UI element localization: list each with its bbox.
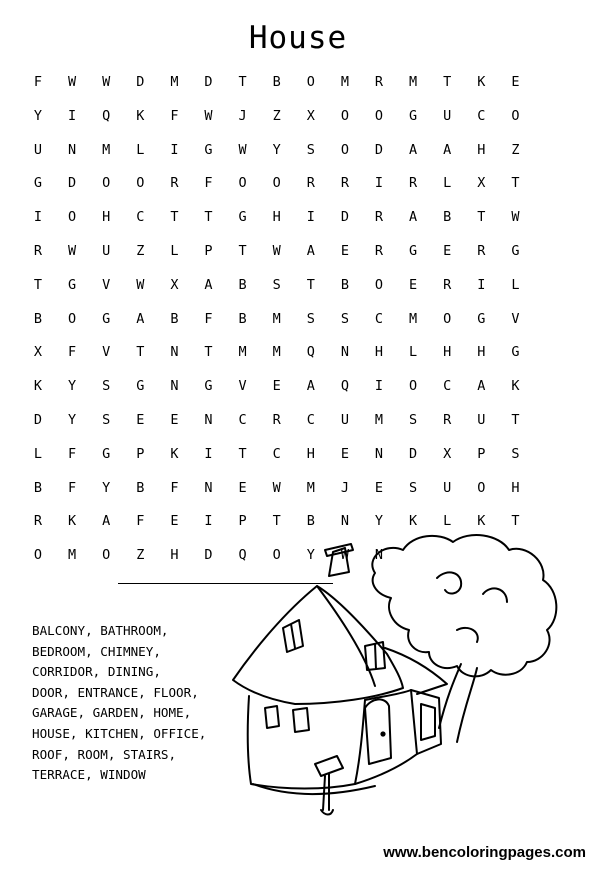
grid-letter: A xyxy=(306,378,315,395)
grid-letter: G xyxy=(33,175,43,192)
grid-letter: S xyxy=(102,378,111,395)
grid-letter: A xyxy=(477,378,486,395)
grid-letter: K xyxy=(477,513,486,530)
grid-letter: G xyxy=(238,209,247,226)
grid-letter: O xyxy=(443,310,452,327)
grid-letter: O xyxy=(477,479,486,496)
grid-letter: N xyxy=(170,378,179,395)
grid-letter: S xyxy=(306,141,315,158)
grid-letter: R xyxy=(33,513,43,530)
grid-letter: E xyxy=(443,243,452,259)
grid-letter: Y xyxy=(272,141,281,158)
grid-letter: D xyxy=(136,74,145,90)
grid-letter: T xyxy=(33,276,43,293)
grid-letter: G xyxy=(409,107,418,124)
grid-letter: R xyxy=(170,175,179,192)
grid-letter: N xyxy=(340,344,349,361)
grid-letter: G xyxy=(511,243,520,259)
grid-letter: H xyxy=(102,209,111,226)
house-roof xyxy=(233,586,403,704)
grid-letter: I xyxy=(374,175,384,192)
grid-letter: X xyxy=(443,445,452,462)
grid-letter: C xyxy=(238,412,247,428)
grid-letter: T xyxy=(306,276,315,293)
grid-letter: A xyxy=(102,513,111,530)
grid-letter: Q xyxy=(306,344,315,361)
grid-letter: O xyxy=(340,141,349,158)
word-list-line: TERRACE, WINDOW xyxy=(32,767,146,783)
word-list-line: CORRIDOR, DINING, xyxy=(32,664,161,680)
grid-letter: H xyxy=(374,344,384,361)
grid-letter: Y xyxy=(102,479,111,496)
word-list-line: BEDROOM, CHIMNEY, xyxy=(32,643,161,659)
grid-letter: M xyxy=(409,310,418,327)
grid-letter: P xyxy=(204,243,213,259)
grid-letter: Z xyxy=(511,141,520,158)
grid-letter: N xyxy=(374,445,384,462)
grid-letter: B xyxy=(33,310,43,327)
grid-letter: D xyxy=(68,175,77,192)
grid-letter: Z xyxy=(136,547,145,564)
grid-letter: E xyxy=(238,479,247,496)
grid-letter: B xyxy=(272,74,281,90)
grid-letter: W xyxy=(340,547,349,564)
grid-letter: T xyxy=(511,175,520,192)
grid-letter: E xyxy=(136,412,145,428)
grid-letter: W xyxy=(68,243,77,259)
grid-letter: T xyxy=(477,209,486,226)
grid-letter: V xyxy=(102,276,111,293)
grid-letter: K xyxy=(170,445,179,462)
grid-letter: P xyxy=(477,445,486,462)
grid-letter: M xyxy=(68,547,77,564)
grid-letter: M xyxy=(272,344,281,361)
grid-letter: T xyxy=(511,513,520,530)
grid-letter: F xyxy=(68,344,77,361)
grid-letter: S xyxy=(409,479,418,496)
grid-letter: H xyxy=(272,209,281,226)
grid-letter: G xyxy=(204,378,213,395)
grid-letter: R xyxy=(374,243,384,259)
grid-letter: N xyxy=(204,412,213,428)
grid-letter: E xyxy=(511,74,520,90)
grid-letter: D xyxy=(374,141,384,158)
grid-letter: I xyxy=(68,107,77,124)
grid-letter: M xyxy=(102,141,111,158)
grid-letter: R xyxy=(374,74,384,90)
grid-letter: S xyxy=(409,412,418,428)
grid-letter: J xyxy=(340,479,349,496)
grid-letter: R xyxy=(409,175,418,192)
grid-letter: H xyxy=(511,479,520,496)
lower-window-2 xyxy=(293,708,309,732)
grid-letter: G xyxy=(511,344,520,361)
grid-letter: U xyxy=(443,479,452,496)
attic-window xyxy=(283,620,303,652)
grid-letter: P xyxy=(136,445,145,462)
grid-letter: K xyxy=(68,513,77,530)
grid-letter: X xyxy=(33,344,43,361)
grid-letter: N xyxy=(374,547,384,564)
grid-letter: B xyxy=(136,479,145,496)
grid-letter: K xyxy=(477,74,486,90)
grid-letter: F xyxy=(68,445,77,462)
grid-letter: D xyxy=(204,74,213,90)
grid-letter: C xyxy=(272,445,281,462)
grid-letter: O xyxy=(374,276,384,293)
front-door xyxy=(365,699,391,764)
grid-letter: U xyxy=(102,243,111,259)
grid-letter: W xyxy=(68,74,77,90)
grid-letter: F xyxy=(204,175,213,192)
grid-letter: V xyxy=(238,378,247,395)
grid-letter: G xyxy=(102,310,111,327)
grid-letter: M xyxy=(409,74,418,90)
tree-canopy xyxy=(372,535,556,676)
grid-letter: H xyxy=(477,141,486,158)
grid-letter: K xyxy=(511,378,520,395)
grid-letter: B xyxy=(33,479,43,496)
grid-letter: T xyxy=(443,74,452,90)
grid-letter: S xyxy=(511,445,520,462)
grid-letter: O xyxy=(136,175,145,192)
grid-letter: N xyxy=(170,344,179,361)
grid-letter: R xyxy=(340,175,349,192)
grid-letter: M xyxy=(374,412,384,428)
grid-letter: F xyxy=(68,479,77,496)
grid-letter: Z xyxy=(272,107,281,124)
grid-letter: C xyxy=(443,378,452,395)
grid-letter: Y xyxy=(68,378,77,395)
grid-letter: H xyxy=(306,445,315,462)
grid-letter: Y xyxy=(306,547,315,564)
grid-letter: F xyxy=(136,513,145,530)
grid-letter: N xyxy=(340,513,349,530)
chimney xyxy=(325,544,353,576)
grid-letter: O xyxy=(511,107,520,124)
word-list-line: ROOF, ROOM, STAIRS, xyxy=(32,746,177,762)
grid-letter: F xyxy=(204,310,213,327)
grid-letter: R xyxy=(33,243,43,259)
grid-letter: H xyxy=(443,344,452,361)
grid-letter: O xyxy=(33,547,43,564)
grid-letter: M xyxy=(306,479,315,496)
grid-letter: G xyxy=(409,243,418,259)
grid-letter: O xyxy=(340,107,349,124)
grid-letter: D xyxy=(204,547,213,564)
grid-letter: C xyxy=(374,310,384,327)
grid-letter: L xyxy=(136,141,145,158)
grid-letter: V xyxy=(511,310,520,327)
grid-letter: Y xyxy=(68,412,77,428)
grid-letter: T xyxy=(136,344,145,361)
grid-letter: X xyxy=(477,175,486,192)
grid-letter: G xyxy=(136,378,145,395)
grid-letter: D xyxy=(33,412,43,428)
grid-letter: C xyxy=(306,412,315,428)
grid-letter: R xyxy=(374,209,384,226)
grid-letter: X xyxy=(306,107,315,124)
word-list-line: GARAGE, GARDEN, HOME, xyxy=(32,705,192,721)
grid-letter: E xyxy=(340,243,349,259)
grid-letter: Q xyxy=(340,378,349,395)
grid-letter: O xyxy=(102,547,111,564)
grid-letter: A xyxy=(443,141,452,158)
grid-letter: R xyxy=(477,243,486,259)
grid-letter: T xyxy=(204,344,213,361)
grid-letter: A xyxy=(409,209,418,226)
grid-letter: U xyxy=(477,412,486,428)
grid-letter: O xyxy=(374,107,384,124)
grid-letter: W xyxy=(272,479,281,496)
grid-letter: N xyxy=(204,479,213,496)
grid-letter: Y xyxy=(374,513,384,530)
grid-letter: R xyxy=(443,412,452,428)
grid-letter: S xyxy=(102,412,111,428)
grid-letter: M xyxy=(238,344,247,361)
grid-letter: I xyxy=(170,141,179,158)
grid-letter: O xyxy=(238,175,247,192)
grid-letter: L xyxy=(443,175,452,192)
grid-letter: S xyxy=(306,310,315,327)
grid-letter: K xyxy=(409,513,418,530)
grid-letter: W xyxy=(511,209,520,226)
grid-letter: T xyxy=(238,243,247,259)
word-list-line: DOOR, ENTRANCE, FLOOR, xyxy=(32,684,199,700)
grid-letter: M xyxy=(340,74,349,90)
word-list-line: BALCONY, BATHROOM, xyxy=(32,623,169,638)
house-illustration xyxy=(225,528,570,828)
grid-letter: W xyxy=(102,74,111,90)
grid-letter: O xyxy=(68,209,77,226)
word-list-line: HOUSE, KITCHEN, OFFICE, xyxy=(32,725,207,741)
grid-letter: T xyxy=(170,209,179,226)
grid-letter: D xyxy=(409,445,418,462)
grid-letter: X xyxy=(170,276,179,293)
grid-letter: Q xyxy=(238,547,247,564)
grid-letter: U xyxy=(340,412,349,428)
grid-letter: T xyxy=(238,445,247,462)
footer-url: www.bencoloringpages.com xyxy=(383,844,586,861)
grid-letter: G xyxy=(68,276,77,293)
grid-letter: I xyxy=(306,209,315,226)
grid-letter: W xyxy=(204,107,213,124)
grid-letter: F xyxy=(33,74,43,90)
grid-letter: W xyxy=(272,243,281,259)
grid-letter: L xyxy=(33,445,43,462)
grid-letter: B xyxy=(306,513,315,530)
grid-letter: I xyxy=(33,209,43,226)
grid-letter: B xyxy=(170,310,179,327)
grid-letter: E xyxy=(374,479,384,496)
grid-letter: K xyxy=(136,107,145,124)
grid-letter: B xyxy=(238,276,247,293)
grid-letter: M xyxy=(170,74,179,90)
grid-letter: B xyxy=(340,276,349,293)
grid-letter: R xyxy=(306,175,315,192)
grid-letter: I xyxy=(204,445,213,462)
grid-letter: M xyxy=(272,310,281,327)
grid-letter: L xyxy=(511,276,520,293)
grid-letter: T xyxy=(238,74,247,90)
grid-letter: O xyxy=(409,378,418,395)
grid-letter: U xyxy=(443,107,452,124)
lower-window-1 xyxy=(265,706,279,728)
grid-letter: S xyxy=(272,276,281,293)
page-title: House xyxy=(248,20,348,56)
grid-letter: R xyxy=(443,276,452,293)
grid-letter: W xyxy=(238,141,247,158)
grid-letter: V xyxy=(102,344,111,361)
grid-letter: H xyxy=(477,344,486,361)
grid-letter: O xyxy=(68,310,77,327)
grid-letter: U xyxy=(33,141,43,158)
grid-letter: O xyxy=(102,175,111,192)
grid-letter: L xyxy=(409,344,418,361)
grid-letter: B xyxy=(443,209,452,226)
signpost xyxy=(315,756,343,810)
grid-letter: A xyxy=(409,141,418,158)
grid-letter: H xyxy=(170,547,179,564)
grid-letter: E xyxy=(170,412,179,428)
grid-letter: G xyxy=(477,310,486,327)
grid-letter: P xyxy=(238,513,247,530)
grid-letter: S xyxy=(340,310,349,327)
grid-letter: D xyxy=(340,209,349,226)
grid-letter: O xyxy=(306,74,315,90)
grid-letter: O xyxy=(272,175,281,192)
grid-letter: E xyxy=(272,378,281,395)
grid-letter: C xyxy=(477,107,486,124)
grid-letter: L xyxy=(443,513,452,530)
grid-letter: G xyxy=(102,445,111,462)
grid-letter: O xyxy=(272,547,281,564)
grid-letter: C xyxy=(136,209,145,226)
grid-letter: L xyxy=(170,243,179,259)
grid-letter: A xyxy=(136,310,145,327)
grid-letter: E xyxy=(409,276,418,293)
grid-letter: F xyxy=(170,479,179,496)
grid-letter: F xyxy=(170,107,179,124)
grid-letter: K xyxy=(33,378,43,395)
grid-letter: W xyxy=(136,276,145,293)
grid-letter: T xyxy=(204,209,213,226)
grid-letter: E xyxy=(340,445,349,462)
grid-letter: T xyxy=(272,513,281,530)
grid-letter: G xyxy=(204,141,213,158)
grid-letter: I xyxy=(204,513,213,530)
grid-letter: I xyxy=(374,378,384,395)
grid-letter: Y xyxy=(33,107,43,124)
grid-letter: Q xyxy=(102,107,111,124)
grid-letter: N xyxy=(68,141,77,158)
grid-letter: J xyxy=(238,107,247,124)
grid-letter: A xyxy=(204,276,213,293)
grid-letter: Z xyxy=(136,243,145,259)
grid-letter: B xyxy=(238,310,247,327)
grid-letter: I xyxy=(477,276,486,293)
grid-letter: E xyxy=(170,513,179,530)
grid-letter: T xyxy=(511,412,520,428)
grid-letter: A xyxy=(306,243,315,259)
grid-letter: R xyxy=(272,412,281,428)
